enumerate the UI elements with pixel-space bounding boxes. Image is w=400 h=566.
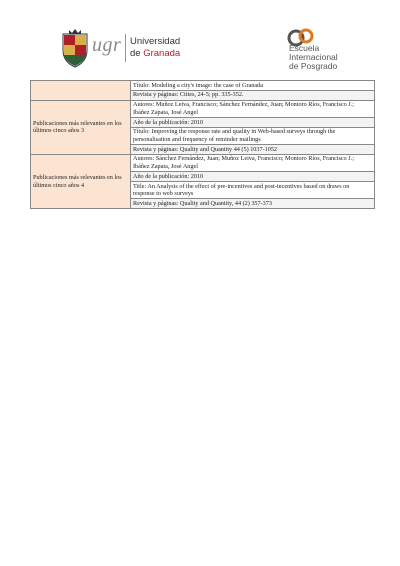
university-name-line1: Universidad [130, 36, 181, 47]
university-crest-icon [60, 28, 90, 68]
university-name-line2 [130, 48, 180, 60]
escuela-line1: Escuela [289, 43, 320, 53]
publication-year: Año de la publicación: 2010 [131, 172, 375, 182]
block-label [31, 81, 131, 101]
university-name-prefix: de [130, 48, 144, 59]
publication-authors: Autores: Muñoz Leiva, Francisco; Sánchez Fernández, Juan; Montoro Ríos, Francisco J.; Ibáñez Zapata, José Angel [131, 100, 375, 117]
document-header [0, 0, 400, 78]
logo-divider [125, 34, 126, 62]
escuela-posgrado-name [289, 44, 338, 71]
escuela-line2: Internacional [289, 52, 338, 62]
publication-journal: Revista y páginas: Quality and Quantity 44 (5) 1037-1052 [131, 145, 375, 155]
table-row [31, 81, 375, 91]
publication-year: Año de la publicación: 2010 [131, 117, 375, 127]
publication-journal: Revista y páginas: Quality and Quantity, 44 (2) 357-373 [131, 199, 375, 209]
block-label: Publicaciones más relevantes en los últimos cinco años 3 [31, 100, 131, 154]
publication-authors: Autores: Sánchez Fernández, Juan; Muñoz Leiva, Francisco; Montoro Ríos, Francisco J.; Ibáñez Zapata, José Angel [131, 154, 375, 171]
publication-title: Title: An Analysis of the effect of pre-incentives and post-incentives based on draws on response to web surveys [131, 182, 375, 199]
ugr-wordmark: ugr [92, 34, 122, 56]
publication-title: Título: Modeling a city's image: the case of Granada [131, 81, 375, 91]
escuela-posgrado-logo [287, 26, 377, 74]
ugr-logo [60, 28, 185, 73]
publication-title: Título: Improving the response rate and quality in Web-based surveys through the personalisation and frequency of reminder mailings [131, 127, 375, 144]
publications-table [30, 80, 375, 209]
university-name-city: Granada [143, 48, 181, 59]
block-label: Publicaciones más relevantes en los últimos cinco años 4 [31, 154, 131, 208]
publication-journal: Revista y páginas: Cities, 24-5; pp. 335-352. [131, 90, 375, 100]
table-row [31, 100, 375, 117]
university-name [130, 36, 180, 60]
table-row [31, 154, 375, 171]
escuela-line3: de Posgrado [289, 61, 338, 71]
